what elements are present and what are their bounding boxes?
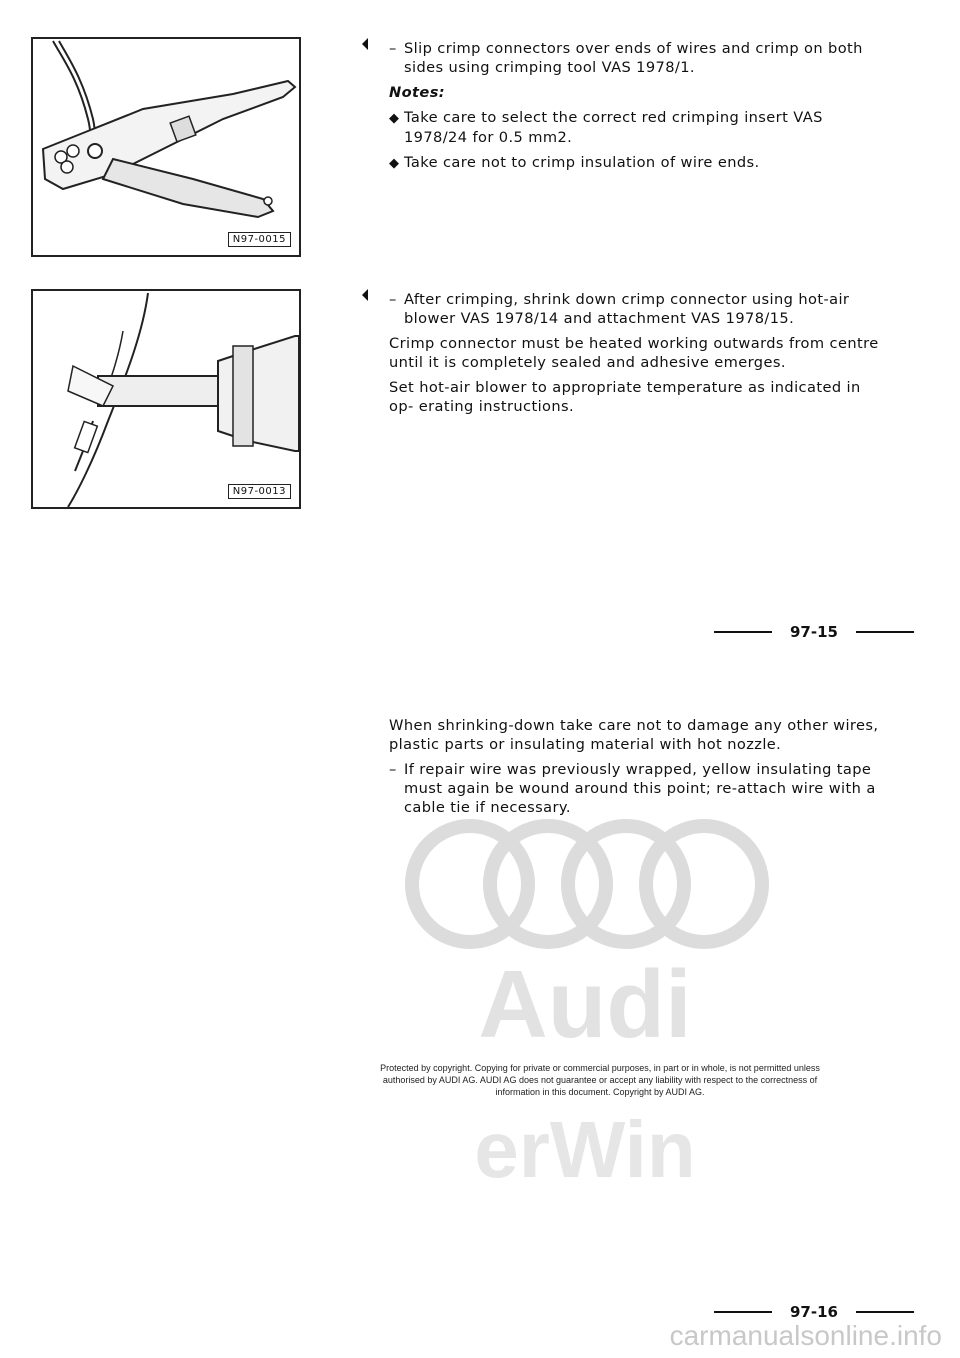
paragraph: Crimp connector must be heated working outwards from centre until it is completely sealed and adhesive emerges. bbox=[389, 335, 879, 371]
step-item bbox=[389, 290, 879, 328]
paragraph: Set hot-air blower to appropriate temperature as indicated in op- erating instructions. bbox=[389, 379, 861, 415]
page-number-text: 97-16 bbox=[790, 1303, 838, 1321]
note-item bbox=[389, 153, 879, 173]
diamond-bullet-icon: ◆ bbox=[389, 156, 400, 171]
step-arrow-icon bbox=[362, 38, 368, 50]
notes-heading: Notes: bbox=[389, 84, 446, 101]
page-number-text: 97-15 bbox=[790, 623, 838, 641]
figure-hot-air-blower bbox=[31, 289, 301, 509]
section-shrinking bbox=[389, 290, 879, 422]
step-item bbox=[389, 760, 879, 817]
diamond-bullet-icon: ◆ bbox=[389, 111, 400, 126]
page-number bbox=[714, 623, 914, 641]
rule bbox=[714, 1311, 772, 1314]
rule bbox=[714, 631, 772, 634]
step-arrow-icon bbox=[362, 289, 368, 301]
dash-icon: – bbox=[389, 40, 397, 57]
dash-icon: – bbox=[389, 761, 397, 778]
rule bbox=[856, 631, 914, 634]
step-item bbox=[389, 39, 879, 77]
step-text: Slip crimp connectors over ends of wires and crimp on both sides using crimping tool VAS 1978/1. bbox=[404, 40, 863, 76]
note-text: Take care not to crimp insulation of wire ends. bbox=[404, 154, 760, 171]
hot-air-blower-illustration bbox=[33, 291, 299, 507]
audi-watermark-logo bbox=[400, 812, 770, 1192]
note-text: Take care to select the correct red crimping insert VAS 1978/24 for 0.5 mm2. bbox=[404, 109, 823, 146]
note-item bbox=[389, 108, 879, 147]
section-crimping bbox=[389, 39, 879, 179]
rule bbox=[856, 1311, 914, 1314]
step-text: After crimping, shrink down crimp connector using hot-air blower VAS 1978/14 and attachment VAS 1978/15. bbox=[404, 291, 850, 327]
watermark-brand: Audi bbox=[478, 951, 692, 1058]
step-text: If repair wire was previously wrapped, yellow insulating tape must again be wound around this point; re-attach wire with a cable tie if necessary. bbox=[404, 761, 876, 816]
section-precautions bbox=[389, 716, 879, 823]
copyright-notice: Protected by copyright. Copying for private or commercial purposes, in part or in whole, is not permitted unless authorised by AUDI AG. AUDI AG does not guarantee or accept any liability with respect to the correctness of information in this document. Copyright by AUDI AG. bbox=[380, 1063, 820, 1097]
crimping-tool-illustration bbox=[33, 39, 299, 255]
website-watermark[interactable]: carmanualsonline.info bbox=[669, 1320, 942, 1351]
figure-label: N97-0015 bbox=[228, 232, 291, 247]
paragraph: When shrinking-down take care not to damage any other wires, plastic parts or insulating material with hot nozzle. bbox=[389, 717, 879, 753]
watermark-tag: erWin bbox=[474, 1105, 696, 1192]
figure-label: N97-0013 bbox=[228, 484, 291, 499]
dash-icon: – bbox=[389, 291, 397, 308]
figure-crimping-tool bbox=[31, 37, 301, 257]
page-number bbox=[714, 1303, 914, 1321]
